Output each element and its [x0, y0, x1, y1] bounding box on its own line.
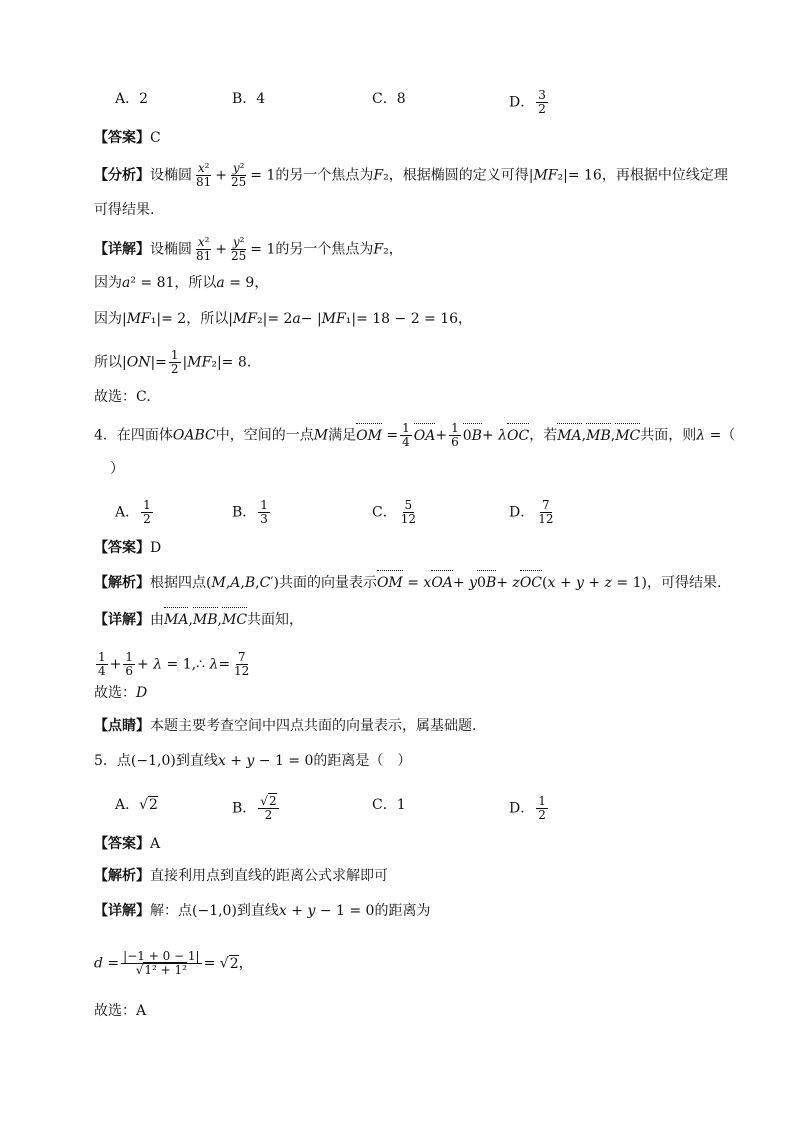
q4-option-a: A． $\frac{1}{2}$ [115, 498, 151, 526]
q5-conclusion: 故选：A [94, 1003, 147, 1019]
q3-analysis-cont: 可得结果. [94, 202, 155, 218]
q4-conclusion: 故选：D [94, 685, 148, 701]
q4-detail: 【详解】由MA,MB,MC共面知， [94, 612, 304, 628]
q5-option-b: B． $\frac{√2}{2}$ [232, 794, 277, 822]
q4-option-b: B． $\frac{1}{3}$ [232, 498, 268, 526]
q5-stem: 5．点(−1,0)到直线x + y − 1 = 0的距离是（ ） [94, 753, 412, 769]
q3-detail-line-a: 因为a² = 81，所以a = 9， [94, 275, 269, 291]
q4-stem-cont: ） [110, 461, 124, 477]
q3-detail-line-b: 因为|MF₁|= 2，所以|MF₂|= 2a− |MF₁|= 18 − 2 = 16， [94, 311, 473, 327]
q5-answer: 【答案】A [94, 836, 161, 852]
q4-option-c: C． $\frac{5}{12}$ [372, 498, 416, 526]
q4-comment: 【点睛】本题主要考查空间中四点共面的向量表示，属基础题. [94, 718, 477, 734]
q3-analysis: 【分析】设椭圆 $\frac{\text{x²}}{81}$ + $\frac{\text{y²}}{25}$ = 1的另一个焦点为F₂，根据椭圆的定义可得|MF₂|= 16，再根据中位线定理 [94, 161, 728, 189]
q4-detail-eq: $\frac{1}{4}$ + $\frac{1}{6}$ + λ = 1,∴ λ= $\frac{7}{12}$ [98, 650, 250, 678]
q3-option-c: C．8 [372, 91, 406, 107]
q4-stem: 4．在四面体OABC中，空间的一点M满足OM = $\frac{1}{4}$ OA+ $\frac{1}{6}$ 0B+ λOC，若MA,MB,MC共面，则λ =（ [94, 421, 736, 449]
q5-analysis: 【解析】直接利用点到直线的距离公式求解即可 [94, 868, 388, 884]
q5-option-d: D． $\frac{1}{2}$ [509, 794, 546, 822]
q5-option-c: C．1 [372, 797, 406, 813]
q4-option-d: D． $\frac{7}{12}$ [509, 498, 554, 526]
q5-detail-formula: d = $\frac{|-1 + 0 - 1|}{\text{√1² + 1²}}$ = √2， [94, 949, 253, 977]
q3-conclusion: 故选：C. [94, 389, 151, 405]
q5-detail: 【详解】解：点(−1,0)到直线x + y − 1 = 0的距离为 [94, 903, 431, 919]
q3-option-d: D． $\frac{3}{2}$ [509, 88, 546, 116]
q3-detail-line-c: 所以|ON|= $\frac{1}{2}$ |MF₂|= 8. [94, 348, 252, 376]
q5-option-a: A．√2 [115, 797, 158, 813]
q3-option-b: B．4 [232, 91, 266, 107]
q3-detail: 【详解】设椭圆 $\frac{\text{x²}}{81}$ + $\frac{\text{y²}}{25}$ = 1的另一个焦点为F₂， [94, 235, 403, 263]
q4-analysis: 【解析】根据四点(M,A,B,C′)共面的向量表示OM = xOA+ y0B+ zOC(x + y + z = 1)，可得结果. [94, 575, 722, 591]
q3-answer: 【答案】C [94, 130, 161, 146]
q3-option-a: A．2 [115, 91, 149, 107]
q4-answer: 【答案】D [94, 540, 162, 556]
